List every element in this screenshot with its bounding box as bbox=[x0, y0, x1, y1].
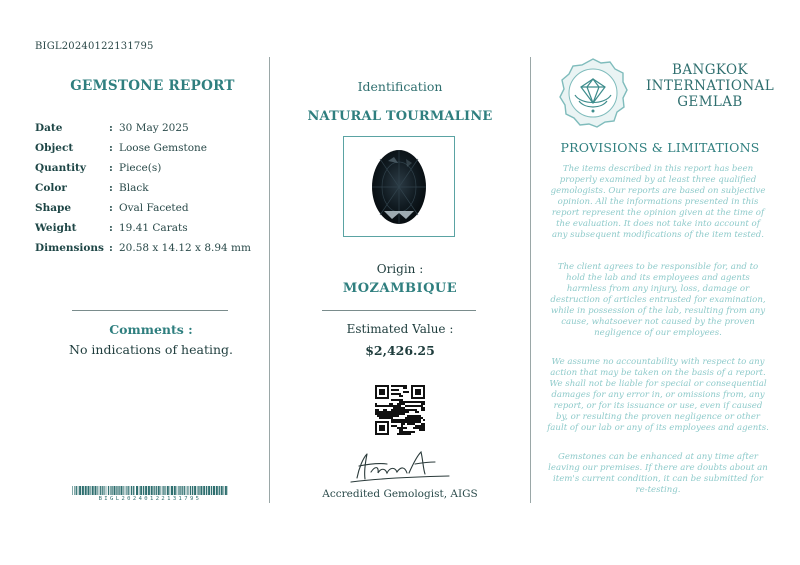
barcode-image bbox=[72, 486, 228, 495]
field-colon: : bbox=[109, 162, 113, 174]
field-label: Shape bbox=[35, 202, 72, 214]
provisions-title: PROVISIONS & LIMITATIONS bbox=[560, 140, 760, 155]
gemstone-image bbox=[344, 137, 454, 236]
provisions-paragraph-2: The client agrees to be responsible for, and to hold the lab and its employees and agents harmless from any injury, loss, damage or destruction of articles entrusted for examination, while in possession of the lab, resulting from any cause, whatsoever not caused by the proven negligence of our employees. bbox=[550, 262, 766, 338]
lab-name-line-2: INTERNATIONAL bbox=[645, 78, 775, 94]
field-label: Dimensions bbox=[35, 242, 104, 254]
barcode-text: BIGL20240122131795 bbox=[98, 496, 202, 502]
gemologist-signature bbox=[345, 446, 455, 486]
gemologist-title: Accredited Gemologist, AIGS bbox=[322, 488, 478, 500]
field-value: Loose Gemstone bbox=[119, 142, 208, 154]
lab-logo-icon bbox=[557, 57, 629, 129]
field-value: Oval Faceted bbox=[119, 202, 189, 214]
report-title: GEMSTONE REPORT bbox=[70, 78, 235, 94]
field-label: Date bbox=[35, 122, 63, 134]
column-divider-right bbox=[530, 57, 531, 503]
field-value: 20.58 x 14.12 x 8.94 mm bbox=[119, 242, 251, 254]
gemstone-photo-frame bbox=[343, 136, 455, 237]
estimated-value: $2,426.25 bbox=[365, 343, 435, 358]
provisions-paragraph-3: We assume no accountability with respect to any action that may be taken on the basis of a report. We shall not be liable for special or consequential damages for any error in, or omissions from, any report, or for its issuance or use, even if caused by, or resulting the proven negligence or other fault of our lab or any of its employees and agents. bbox=[547, 357, 769, 433]
comments-divider bbox=[72, 310, 228, 311]
origin-label: Origin : bbox=[376, 262, 424, 276]
qr-code-image bbox=[375, 385, 425, 435]
field-label: Object bbox=[35, 142, 74, 154]
field-colon: : bbox=[109, 142, 113, 154]
stone-name: NATURAL TOURMALINE bbox=[307, 109, 493, 124]
field-value: 19.41 Carats bbox=[119, 222, 188, 234]
field-value: Piece(s) bbox=[119, 162, 162, 174]
field-colon: : bbox=[109, 122, 113, 134]
field-label: Quantity bbox=[35, 162, 87, 174]
field-colon: : bbox=[109, 222, 113, 234]
field-colon: : bbox=[109, 202, 113, 214]
comments-text: No indications of heating. bbox=[69, 342, 233, 357]
lab-name bbox=[640, 62, 780, 110]
identification-title: Identification bbox=[357, 79, 443, 94]
field-value: Black bbox=[119, 182, 149, 194]
lab-name-line-1: BANGKOK bbox=[672, 62, 748, 78]
provisions-paragraph-4: Gemstones can be enhanced at any time after leaving our premises. If there are doubts about an item's current condition, it can be submitted for re-testing. bbox=[548, 452, 768, 495]
comments-title: Comments : bbox=[109, 322, 193, 337]
field-colon: : bbox=[109, 242, 113, 254]
field-label: Weight bbox=[35, 222, 77, 234]
field-value: 30 May 2025 bbox=[119, 122, 189, 134]
estimated-value-label: Estimated Value : bbox=[346, 322, 454, 336]
field-colon: : bbox=[109, 182, 113, 194]
lab-name-line-3: GEMLAB bbox=[677, 94, 743, 110]
field-label: Color bbox=[35, 182, 67, 194]
report-number: BIGL20240122131795 bbox=[35, 41, 154, 52]
provisions-paragraph-1: The items described in this report has been properly examined by at least three qualified gemologists. Our reports are based on subjective opinion. All the informations presented in this report represent the opinion given at the time of the evaluation. It does not take into account of any subsequent modifications of the item tested. bbox=[550, 164, 766, 240]
origin-value: MOZAMBIQUE bbox=[342, 281, 458, 296]
value-divider bbox=[322, 310, 476, 311]
